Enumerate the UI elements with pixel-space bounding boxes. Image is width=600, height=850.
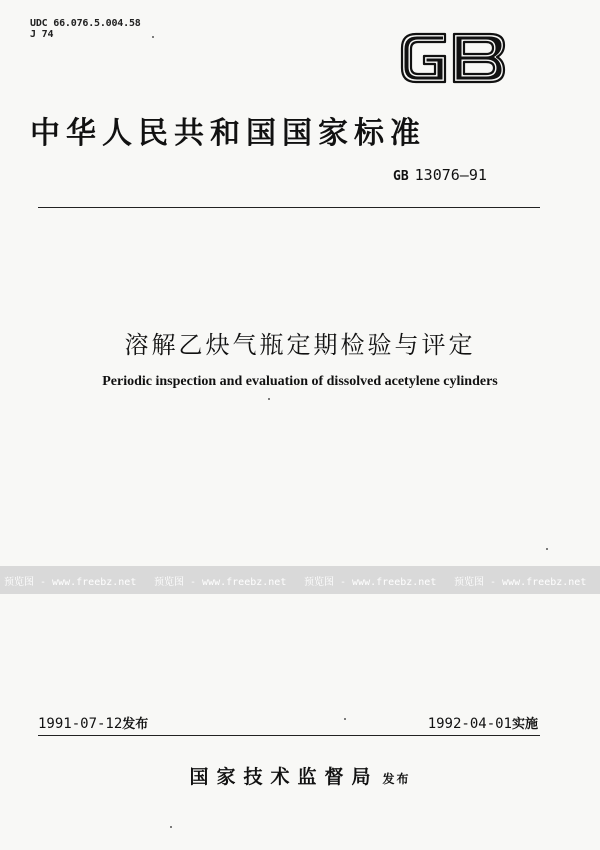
header-divider bbox=[38, 207, 540, 208]
scan-speck bbox=[152, 36, 154, 38]
watermark-text: 预览图 - www.freebz.net bbox=[154, 576, 287, 588]
chinese-title: 溶解乙炔气瓶定期检验与评定 bbox=[124, 331, 476, 359]
publisher-line bbox=[0, 762, 600, 789]
scan-speck bbox=[344, 718, 346, 720]
footer-divider bbox=[38, 735, 540, 736]
watermark-text: 预览图 - www.freebz.net bbox=[4, 576, 137, 588]
gb-logo-text: GB bbox=[398, 30, 400, 31]
standard-code: 13076—91 bbox=[414, 166, 487, 184]
issue-label: 发布 bbox=[122, 717, 149, 732]
udc-code: UDC 66.076.5.004.58 bbox=[30, 18, 141, 29]
scan-speck bbox=[170, 826, 172, 828]
standard-prefix: GB bbox=[393, 169, 409, 184]
scan-speck bbox=[268, 398, 270, 400]
classification-codes bbox=[30, 18, 141, 40]
implementation-date: 1992-04-01 bbox=[427, 716, 512, 732]
gb-logo bbox=[398, 30, 508, 86]
issue-date: 1991-07-12 bbox=[38, 716, 123, 732]
watermark-band bbox=[0, 566, 600, 594]
watermark-text: 预览图 - www.freebz.net bbox=[304, 576, 437, 588]
english-title: Periodic inspection and evaluation of dissolved acetylene cylinders bbox=[102, 374, 498, 389]
watermark-text: 预览图 - www.freebz.net bbox=[454, 576, 587, 588]
issue-date-line bbox=[38, 713, 148, 732]
publisher-organization: 国家技术监督局 bbox=[189, 766, 379, 788]
publisher-action: 发布 bbox=[382, 772, 411, 786]
implementation-label: 实施 bbox=[511, 717, 538, 732]
standard-number bbox=[393, 166, 487, 184]
class-code: J 74 bbox=[30, 29, 54, 40]
implementation-date-line bbox=[428, 713, 538, 732]
scan-speck bbox=[546, 548, 548, 550]
national-standard-heading: 中华人民共和国国家标准 bbox=[30, 116, 426, 151]
